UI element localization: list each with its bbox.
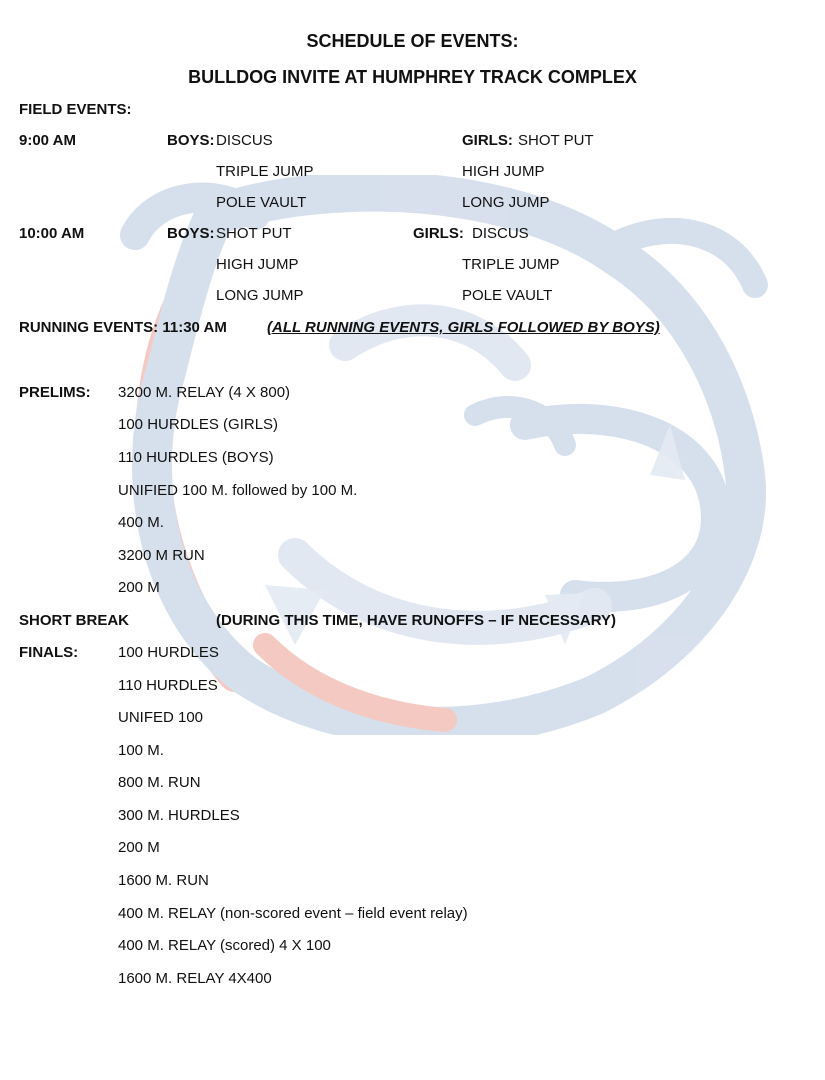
finals-item: 110 HURDLES xyxy=(118,677,218,694)
finals-item: 400 M. RELAY (scored) 4 X 100 xyxy=(118,937,331,954)
finals-item: 400 M. RELAY (non-scored event – field event relay) xyxy=(118,905,468,922)
prelims-item: 200 M xyxy=(118,579,160,596)
slot2-girls-event: DISCUS xyxy=(472,225,529,242)
finals-label: FINALS: xyxy=(19,644,79,661)
running-events-heading: RUNNING EVENTS: 11:30 AM xyxy=(19,319,227,336)
prelims-item: 100 HURDLES (GIRLS) xyxy=(118,416,279,433)
finals-item: 300 M. HURDLES xyxy=(118,807,240,824)
prelims-item: 3200 M. RELAY (4 X 800) xyxy=(118,384,291,401)
slot1-girls-event: SHOT PUT xyxy=(518,132,594,149)
slot2-boys-event: LONG JUMP xyxy=(216,287,304,304)
prelims-item: 3200 M RUN xyxy=(118,547,205,564)
slot1-boys-event: DISCUS xyxy=(216,132,273,149)
page-subtitle: BULLDOG INVITE AT HUMPHREY TRACK COMPLEX xyxy=(188,67,637,87)
prelims-label: PRELIMS: xyxy=(19,384,91,401)
slot1-boys-label: BOYS: xyxy=(167,132,215,149)
finals-item: 1600 M. RELAY 4X400 xyxy=(118,970,272,987)
slot2-girls-event: POLE VAULT xyxy=(462,287,553,304)
slot2-boys-label: BOYS: xyxy=(167,225,215,242)
slot2-boys-event: HIGH JUMP xyxy=(216,256,299,273)
prelims-item: UNIFIED 100 M. followed by 100 M. xyxy=(118,482,358,499)
finals-item: 1600 M. RUN xyxy=(118,872,209,889)
field-events-heading: FIELD EVENTS: xyxy=(19,101,132,118)
finals-item: 800 M. RUN xyxy=(118,774,201,791)
short-break-label: SHORT BREAK xyxy=(19,612,130,629)
slot1-boys-event: TRIPLE JUMP xyxy=(216,163,314,180)
page-title: SCHEDULE OF EVENTS: xyxy=(306,31,519,51)
slot2-girls-label: GIRLS: xyxy=(413,225,464,242)
finals-item: 100 M. xyxy=(118,742,164,759)
prelims-item: 110 HURDLES (BOYS) xyxy=(118,449,274,466)
slot1-girls-event: HIGH JUMP xyxy=(462,163,545,180)
slot1-girls-event: LONG JUMP xyxy=(462,194,550,211)
slot2-girls-event: TRIPLE JUMP xyxy=(462,256,560,273)
slot1-boys-event: POLE VAULT xyxy=(216,194,307,211)
finals-item: UNIFED 100 xyxy=(118,709,204,726)
slot1-time: 9:00 AM xyxy=(19,132,76,149)
slot2-boys-event: SHOT PUT xyxy=(216,225,292,242)
finals-item: 100 HURDLES xyxy=(118,644,219,661)
short-break-note: (DURING THIS TIME, HAVE RUNOFFS – IF NECESSARY) xyxy=(216,612,617,629)
running-events-note: (ALL RUNNING EVENTS, GIRLS FOLLOWED BY BOYS) xyxy=(267,319,660,336)
slot2-time: 10:00 AM xyxy=(19,225,85,242)
prelims-item: 400 M. xyxy=(118,514,164,531)
finals-item: 200 M xyxy=(118,839,160,856)
slot1-girls-label: GIRLS: xyxy=(462,132,513,149)
